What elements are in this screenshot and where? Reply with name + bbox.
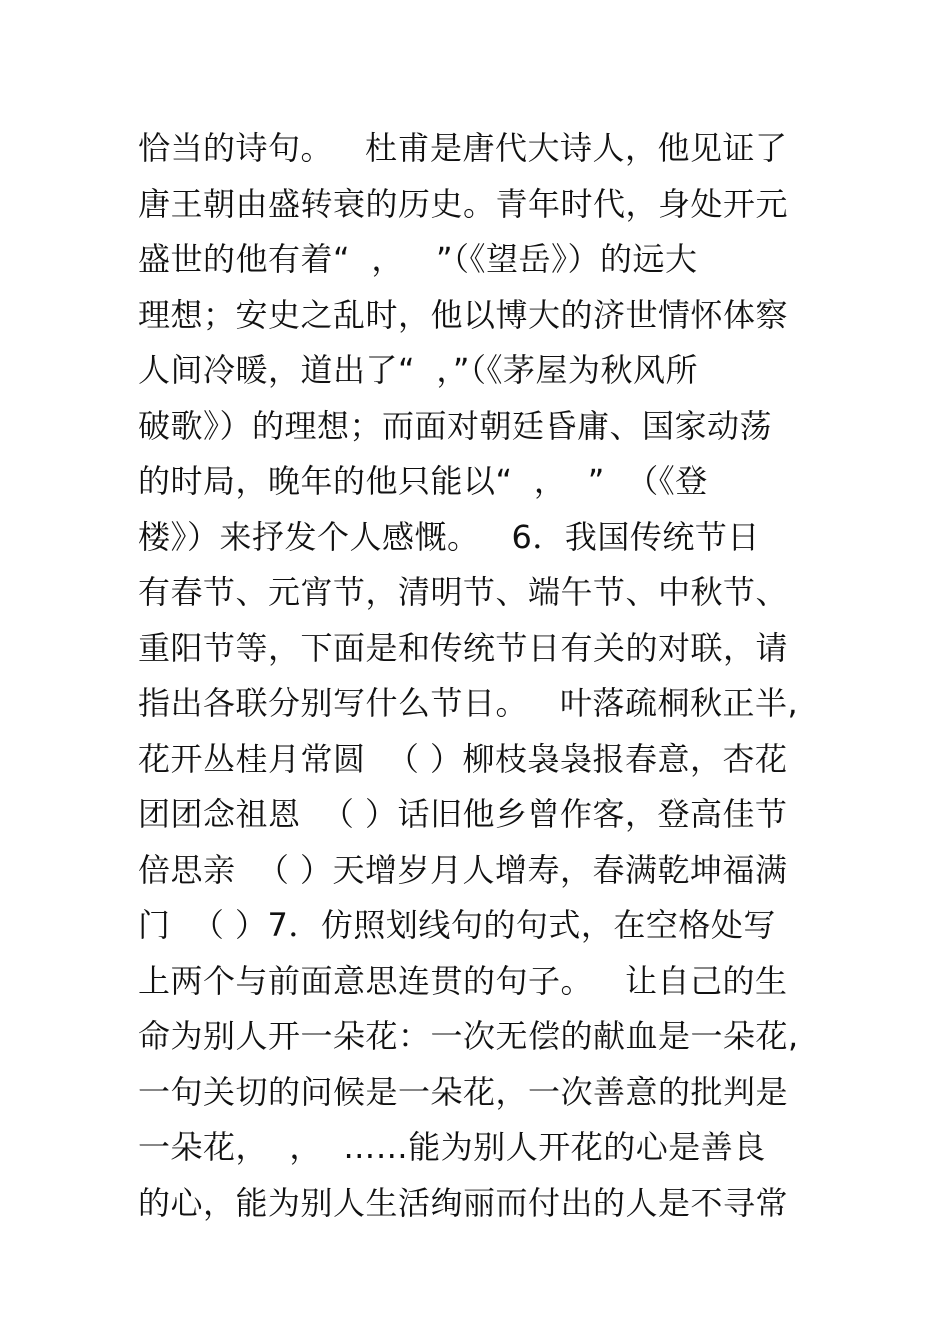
text-line: 倍思亲 （ ）天增岁月人增寿，春满乾坤福满	[138, 850, 788, 889]
text-line: 盛世的他有着“ ， ”（《望岳》）的远大	[138, 240, 698, 278]
text-line: 命为别人开一朵花：一次无偿的献血是一朵花,	[138, 1017, 799, 1055]
text-line: 花开丛桂月常圆 （ ）柳枝袅袅报春意，杏花	[138, 739, 788, 778]
text-line: 有春节、元宵节，清明节、端午节、中秋节、	[138, 573, 789, 611]
text-line: 唐王朝由盛转衰的历史。青年时代，身处开元	[138, 184, 789, 223]
text-line: 指出各联分别写什么节日。 叶落疏桐秋正半,	[138, 684, 799, 722]
body-text	[138, 121, 838, 1231]
text-line: 一句关切的问候是一朵花，一次善意的批判是	[138, 1072, 789, 1111]
text-line: 门 （ ）7．仿照划线句的句式，在空格处写	[138, 906, 776, 944]
text-line: 的心，能为别人生活绚丽而付出的人是不寻常	[138, 1183, 789, 1222]
text-line: 上两个与前面意思连贯的句子。 让自己的生	[138, 961, 788, 1000]
text-line: 恰当的诗句。 杜甫是唐代大诗人，他见证了	[138, 129, 788, 167]
text-line: 人间冷暖，道出了“ ，”（《茅屋为秋风所	[138, 351, 699, 389]
text-line: 破歌》）的理想；而面对朝廷昏庸、国家动荡	[138, 406, 773, 445]
text-line: 团团念祖恩 （ ）话旧他乡曾作客，登高佳节	[138, 795, 788, 833]
text-line: 楼》）来抒发个人感慨。 6．我国传统节日	[138, 517, 760, 556]
text-line: 理想；安史之乱时，他以博大的济世情怀体察	[138, 295, 789, 334]
text-line: 一朵花， ， ……能为别人开花的心是善良	[138, 1128, 766, 1166]
text-line: 的时局，晚年的他只能以“ ， ” （《登	[138, 462, 708, 500]
text-line: 重阳节等，下面是和传统节日有关的对联，请	[138, 628, 789, 667]
